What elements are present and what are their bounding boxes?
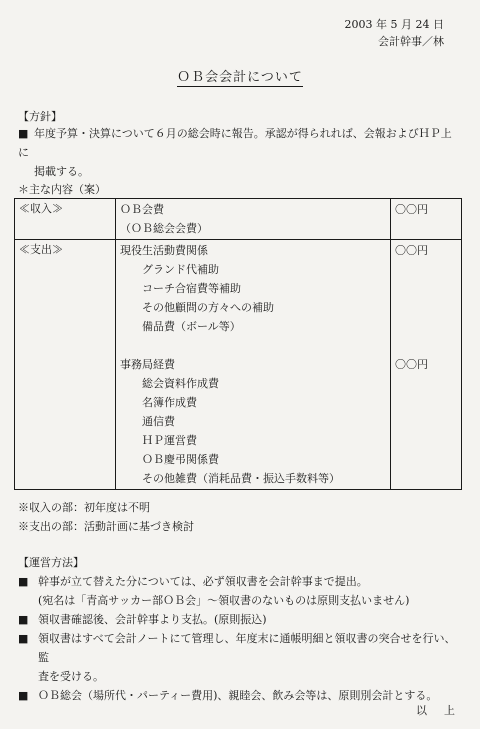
expense-group2-item: 総会資料作成費 [142,377,219,390]
expense-group2-item: 通信費 [142,415,175,428]
document-header [345,16,444,50]
policy-text-line1: 年度予算・決算について６月の総会時に報告。承認が得られれば、会報およびＨＰ上に [18,127,452,159]
method-item-4-text: ＯＢ総会（場所代・パーティー費用)、親睦会、飲み会等は、原則別会計とする。 [38,689,438,702]
method-item-3-line2: 査を受ける。 [38,670,104,683]
document-title-text: ＯＢ会会計について [177,70,303,85]
expense-category: ≪支出≫ [15,240,116,490]
policy-paragraph [18,124,458,181]
income-amount-cell [391,199,462,240]
expense-details [116,240,391,490]
income-amount: 〇〇円 [395,203,428,216]
method-list [18,572,466,705]
expense-amount-cell [391,240,462,490]
document-author: 会計幹事／林 [378,35,444,48]
expense-group1-item: 備品費（ボール等） [142,320,241,333]
method-item-1 [18,572,466,610]
method-heading: 【運営方法】 [18,556,84,569]
expense-row [15,240,462,490]
expense-group1-item: コーチ合宿費等補助 [142,282,241,295]
expense-group2-item: ＨＰ運営費 [142,434,197,447]
expense-group2-amount: 〇〇円 [395,358,428,371]
method-item-3-line1: 領収書はすべて会計ノートにて管理し、年度末に通帳明細と領収書の突合せを行い、監 [38,632,456,664]
expense-spacer [120,336,386,355]
expense-group2-item: 名簿作成費 [142,396,197,409]
income-line-1: ＯＢ会費 [120,203,164,216]
expense-group2-item: その他雑費（消耗品費・振込手数料等） [142,472,340,485]
policy-heading: 【方針】 [18,110,62,123]
income-details [116,199,391,240]
method-item-2 [18,610,466,629]
expense-group1-item: その他顧問の方々への補助 [142,301,274,314]
method-bullet: ■ [18,632,29,645]
method-item-3 [18,629,466,686]
expense-group2-item: ＯＢ慶弔関係費 [142,453,219,466]
closing-text: 以 上 [416,704,458,717]
document-title [0,66,480,85]
budget-table [14,198,462,490]
method-item-2-text: 領収書確認後、会計幹事より支払。(原則振込) [38,613,267,626]
method-bullet: ■ [18,689,29,702]
method-bullet: ■ [18,613,29,626]
contents-heading: ＊主な内容（案） [18,183,106,196]
document-date: 2003 年 5 月 24 日 [344,18,444,31]
income-note: ※収入の部：初年度は不明 [18,501,150,514]
expense-group1-item: グランド代補助 [142,263,219,276]
method-bullet: ■ [18,575,29,588]
policy-text-line2: 掲載する。 [34,165,89,178]
expense-group1-title: 現役生活動費関係 [120,244,208,257]
expense-group2-title: 事務局経費 [120,358,175,371]
method-item-1-line2: (宛名は「青高サッカー部ＯＢ会」〜領収書のないものは原則支払いません) [38,594,410,607]
income-row [15,199,462,240]
policy-bullet: ■ [18,127,29,140]
method-item-4 [18,686,466,705]
expense-group1-amount: 〇〇円 [395,244,428,257]
income-category: ≪収入≫ [15,199,116,240]
method-item-1-line1: 幹事が立て替えた分については、必ず領収書を会計幹事まで提出。 [38,575,368,588]
income-line-2: （ＯＢ総会会費） [120,222,208,235]
expense-note: ※支出の部：活動計画に基づき検討 [18,520,194,533]
